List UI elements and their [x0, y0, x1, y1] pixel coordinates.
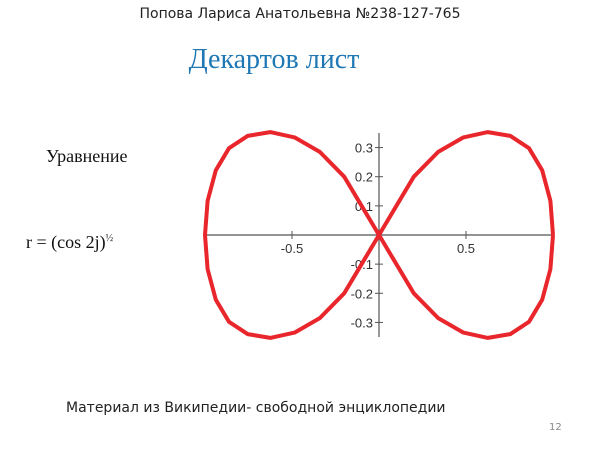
y-tick-label: 0.2 — [354, 169, 373, 185]
y-tick-label: 0.3 — [354, 140, 373, 156]
x-tick-label: 0.5 — [456, 241, 476, 256]
page-number: 12 — [549, 422, 562, 433]
lemniscate-plot — [195, 125, 565, 345]
y-tick-label: 0.1 — [354, 198, 373, 214]
y-tick-label: -0.1 — [350, 257, 373, 273]
author-line: Попова Лариса Анатольевна №238-127-765 — [139, 6, 461, 22]
y-tick-label: -0.3 — [350, 315, 373, 331]
slide-title: Декартов лист — [188, 44, 360, 75]
formula-base: r = (cos 2j) — [26, 232, 106, 252]
equation-label: Уравнение — [46, 146, 128, 166]
equation-formula — [26, 232, 113, 253]
y-tick-label: -0.2 — [350, 286, 373, 302]
source-note: Материал из Википедии- свободной энциклопедии — [66, 400, 446, 416]
x-tick-label: -0.5 — [280, 241, 304, 256]
formula-exponent: ½ — [105, 233, 114, 244]
